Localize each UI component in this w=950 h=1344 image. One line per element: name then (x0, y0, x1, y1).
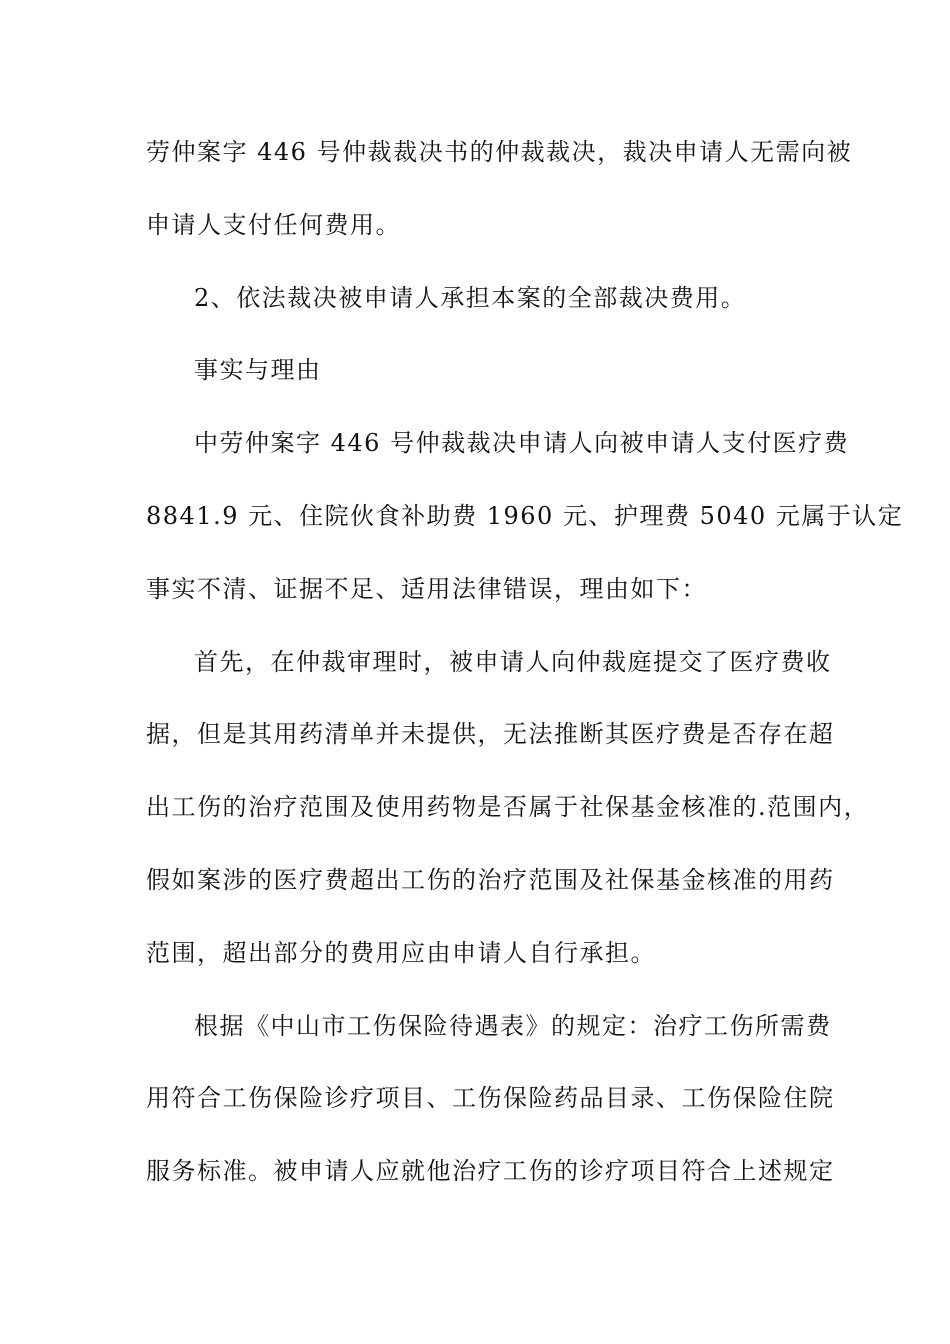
text-line-5: 中劳仲案字 446 号仲裁裁决申请人向被申请人支付医疗费 (194, 429, 850, 458)
document-body (146, 122, 904, 1214)
text-line-14: 用符合工伤保险诊疗项目、工伤保险药品目录、工伤保险住院 (146, 1084, 835, 1113)
section-heading: 事实与理由 (194, 356, 322, 385)
text-line-15: 服务标准。被申请人应就他治疗工伤的诊疗项目符合上述规定 (146, 1157, 835, 1186)
text-line-13: 根据《中山市工伤保险待遇表》的规定：治疗工伤所需费 (194, 1011, 832, 1040)
text-line-10: 出工伤的治疗范围及使用药物是否属于社保基金核准的.范围内， (146, 793, 870, 822)
text-line-8: 首先，在仲裁审理时，被申请人向仲裁庭提交了医疗费收 (194, 647, 832, 676)
text-line-3: 2、依法裁决被申请人承担本案的全部裁决费用。 (194, 283, 747, 312)
text-line-12: 范围，超出部分的费用应由申请人自行承担。 (146, 938, 656, 967)
text-line-7: 事实不清、证据不足、适用法律错误，理由如下： (146, 574, 707, 603)
text-line-1: 劳仲案字 446 号仲裁裁决书的仲裁裁决，裁决申请人无需向被 (146, 138, 853, 166)
text-line-2: 申请人支付任何费用。 (146, 210, 401, 239)
text-line-11: 假如案涉的医疗费超出工伤的治疗范围及社保基金核准的用药 (146, 865, 835, 894)
text-line-9: 据，但是其用药清单并未提供，无法推断其医疗费是否存在超 (146, 720, 835, 749)
text-line-6: 8841.9 元、住院伙食补助费 1960 元、护理费 5040 元属于认定 (146, 501, 904, 530)
